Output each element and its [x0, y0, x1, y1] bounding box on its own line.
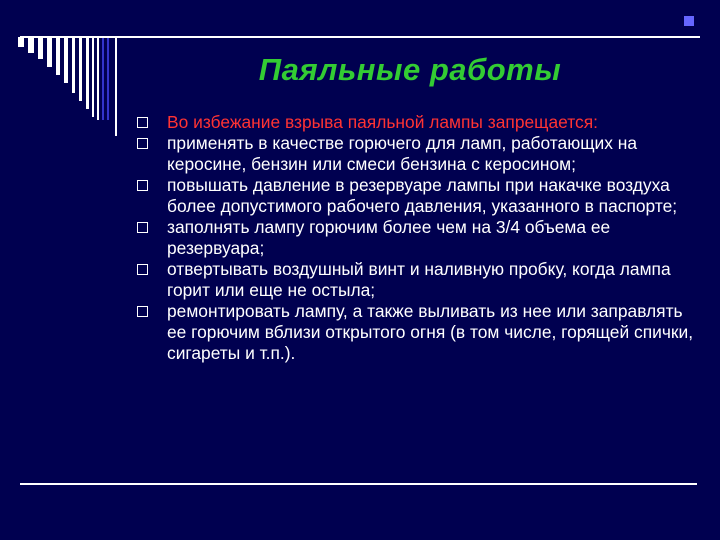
bottom-rule: [20, 483, 697, 485]
list-item: Во избежание взрыва паяльной лампы запрещается:: [137, 112, 697, 133]
square-bullet-icon: [137, 222, 148, 233]
list-item: ремонтировать лампу, а также выливать из нее или заправлять ее горючим вблизи открытого огня (в том числе, горящей спички, сигареты и т.п.).: [137, 301, 697, 364]
top-rule: [20, 36, 700, 38]
list-item: применять в качестве горючего для ламп, работающих на керосине, бензин или смеси бензина с керосином;: [137, 133, 697, 175]
square-bullet-icon: [137, 306, 148, 317]
list-item: отвертывать воздушный винт и наливную пробку, когда лампа горит или еще не остыла;: [137, 259, 697, 301]
square-bullet-icon: [137, 117, 148, 128]
square-bullet-icon: [137, 264, 148, 275]
square-bullet-icon: [137, 138, 148, 149]
slide-title: Паяльные работы: [258, 52, 562, 87]
list-item: заполнять лампу горючим более чем на 3/4 объема ее резервуара;: [137, 217, 697, 259]
bullet-list: [137, 112, 697, 364]
list-item: повышать давление в резервуаре лампы при накачке воздуха более допустимого рабочего давления, указанного в паспорте;: [137, 175, 697, 217]
vertical-rule: [115, 36, 117, 136]
square-bullet-icon: [137, 180, 148, 191]
